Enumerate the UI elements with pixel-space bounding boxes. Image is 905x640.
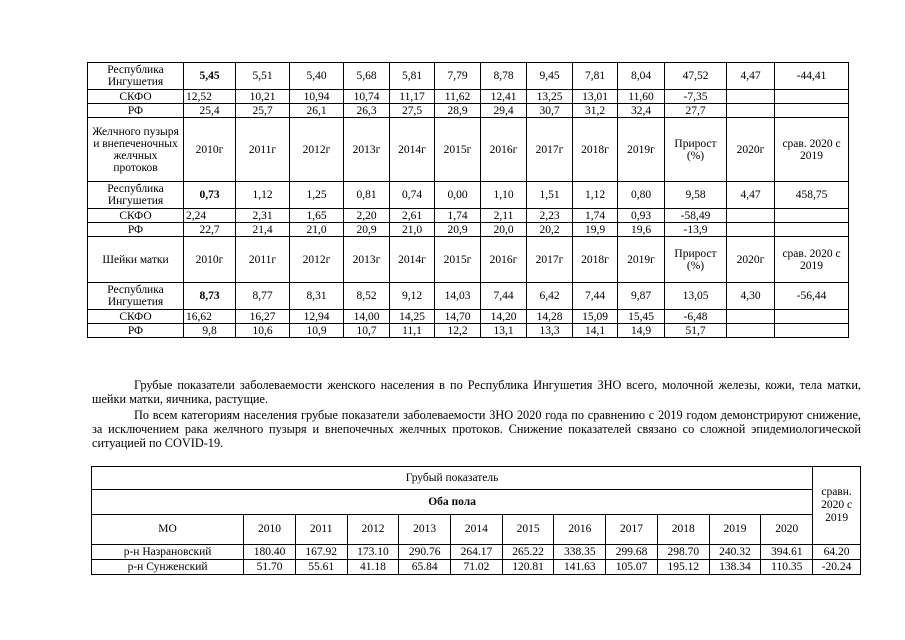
table-cell: 14,28: [527, 310, 573, 324]
column-header: 2016г: [481, 118, 527, 182]
table-cell: 13,25: [527, 90, 573, 104]
table-cell: [727, 310, 775, 324]
table-cell: 51.70: [244, 560, 296, 575]
table-cell: 2,24: [184, 209, 236, 223]
table-cell: 1,74: [435, 209, 481, 223]
column-header: срав. 2020 с 2019: [775, 237, 849, 283]
table-cell: 14,03: [435, 283, 481, 310]
table-cell: [775, 104, 849, 118]
table-cell: 2,11: [481, 209, 527, 223]
table-cell: 120.81: [502, 560, 554, 575]
year-header: 2020: [761, 515, 813, 545]
table-cell: 13,01: [573, 90, 618, 104]
table-cell: 1,10: [481, 182, 527, 209]
table-cell: 8,78: [481, 63, 527, 90]
compare-cell: 64.20: [813, 545, 861, 560]
table-cell: 290.76: [399, 545, 451, 560]
table-cell: 15,09: [573, 310, 618, 324]
column-header: 2013г: [344, 237, 390, 283]
table-cell: 11,1: [390, 324, 435, 338]
table-cell: 141.63: [554, 560, 606, 575]
table-cell: 21,0: [390, 223, 435, 237]
table-cell: 265.22: [502, 545, 554, 560]
table-cell: 29,4: [481, 104, 527, 118]
year-header: 2014: [451, 515, 503, 545]
table-cell: 7,79: [435, 63, 481, 90]
row-label: РФ: [88, 324, 184, 338]
table-row: [88, 90, 849, 104]
table-cell: 28,9: [435, 104, 481, 118]
table-cell: 10,94: [290, 90, 344, 104]
table-cell: 195.12: [657, 560, 709, 575]
column-header: 2012г: [290, 237, 344, 283]
section-header-row: [88, 237, 849, 283]
table-row: [88, 104, 849, 118]
paragraph-female-incidence: [92, 378, 861, 406]
table-cell: 110.35: [761, 560, 813, 575]
table-cell: 25,7: [236, 104, 290, 118]
table-cell: 16,62: [184, 310, 236, 324]
table-row: [92, 545, 861, 560]
table-cell: 1,51: [527, 182, 573, 209]
table-row: [88, 63, 849, 90]
table-row: [88, 283, 849, 310]
row-label: Республика Ингушетия: [88, 283, 184, 310]
column-header: 2020г: [727, 237, 775, 283]
table-cell: 8,31: [290, 283, 344, 310]
column-header: 2019г: [618, 237, 665, 283]
table-cell: 2,20: [344, 209, 390, 223]
table-cell: 173.10: [347, 545, 399, 560]
table-cell: [727, 324, 775, 338]
table-cell: [775, 90, 849, 104]
column-header: 2013г: [344, 118, 390, 182]
year-header: 2018: [657, 515, 709, 545]
table-subtitle: Оба пола: [92, 490, 813, 515]
table-cell: 10,21: [236, 90, 290, 104]
table-cell: 10,6: [236, 324, 290, 338]
year-header: 2012: [347, 515, 399, 545]
column-header: 2014г: [390, 237, 435, 283]
column-header: 2018г: [573, 237, 618, 283]
column-header: 2011г: [236, 237, 290, 283]
table-cell: 19,9: [573, 223, 618, 237]
compare-header: сравн. 2020 с 2019: [813, 467, 861, 545]
table-cell: 298.70: [657, 545, 709, 560]
row-label: СКФО: [88, 209, 184, 223]
table-cell: 9,12: [390, 283, 435, 310]
table-cell: 47,52: [665, 63, 727, 90]
table-cell: 4,47: [727, 63, 775, 90]
table-cell: 264.17: [451, 545, 503, 560]
table-cell: 8,04: [618, 63, 665, 90]
table-cell: 14,25: [390, 310, 435, 324]
table-cell: 7,81: [573, 63, 618, 90]
column-header: 2015г: [435, 118, 481, 182]
year-header: 2015: [502, 515, 554, 545]
table-cell: 4,47: [727, 182, 775, 209]
table-cell: 55.61: [295, 560, 347, 575]
incidence-table-by-site: [87, 62, 849, 338]
year-header: 2011: [295, 515, 347, 545]
table-title: Грубый показатель: [92, 467, 813, 490]
table-cell: 51,7: [665, 324, 727, 338]
year-header: 2017: [606, 515, 658, 545]
row-label: Республика Ингушетия: [88, 182, 184, 209]
table-cell: 458,75: [775, 182, 849, 209]
table-cell: 11,17: [390, 90, 435, 104]
row-label: СКФО: [88, 310, 184, 324]
column-header: 2017г: [527, 118, 573, 182]
table-cell: -56,44: [775, 283, 849, 310]
table-cell: 9,87: [618, 283, 665, 310]
year-header: 2010: [244, 515, 296, 545]
paragraph-text: По всем категориям населения грубые показатели заболеваемости ЗНО 2020 года по сравнению с 2019 годом демонстрируют снижение, за исключением рака желчного пузыря и внепочечных желчных протоков. Снижение показателей связано со сложной эпидемиологической ситуацией по COVID-19.: [92, 408, 861, 450]
column-header: 2014г: [390, 118, 435, 182]
table-cell: -44,41: [775, 63, 849, 90]
table-cell: 12,41: [481, 90, 527, 104]
table-cell: 13,1: [481, 324, 527, 338]
table-cell: 2,31: [236, 209, 290, 223]
table-cell: -7,35: [665, 90, 727, 104]
table-cell: 11,62: [435, 90, 481, 104]
column-header: Прирост (%): [665, 118, 727, 182]
row-label: Шейки матки: [88, 237, 184, 283]
table-row: [88, 324, 849, 338]
column-header: 2012г: [290, 118, 344, 182]
table-cell: 1,65: [290, 209, 344, 223]
table-cell: 0,74: [390, 182, 435, 209]
table-cell: 8,77: [236, 283, 290, 310]
table-cell: 32,4: [618, 104, 665, 118]
column-header: 2019г: [618, 118, 665, 182]
table-cell: 1,12: [573, 182, 618, 209]
table-cell: 5,51: [236, 63, 290, 90]
table-cell: 1,12: [236, 182, 290, 209]
compare-cell: -20.24: [813, 560, 861, 575]
table-cell: 4,30: [727, 283, 775, 310]
table-cell: 25,4: [184, 104, 236, 118]
table-row: [88, 209, 849, 223]
table-cell: 138.34: [709, 560, 761, 575]
table-cell: 71.02: [451, 560, 503, 575]
year-header: 2013: [399, 515, 451, 545]
table-cell: 1,25: [290, 182, 344, 209]
table-cell: 299.68: [606, 545, 658, 560]
table-cell: 20,9: [435, 223, 481, 237]
table-cell: 9,45: [527, 63, 573, 90]
table-cell: 30,7: [527, 104, 573, 118]
table-cell: 26,1: [290, 104, 344, 118]
table-cell: [775, 223, 849, 237]
mo-header: МО: [92, 515, 244, 545]
table-cell: -13,9: [665, 223, 727, 237]
table-cell: [727, 104, 775, 118]
table-cell: 10,7: [344, 324, 390, 338]
column-header: 2011г: [236, 118, 290, 182]
row-label: СКФО: [88, 90, 184, 104]
table-row: [88, 310, 849, 324]
table-cell: 7,44: [573, 283, 618, 310]
table-cell: 2,61: [390, 209, 435, 223]
table-cell: 22,7: [184, 223, 236, 237]
table-cell: -6,48: [665, 310, 727, 324]
table-cell: [727, 209, 775, 223]
table-cell: 5,81: [390, 63, 435, 90]
district-name: р-н Назрановский: [92, 545, 244, 560]
table-cell: 5,40: [290, 63, 344, 90]
table-cell: [775, 310, 849, 324]
table-cell: 14,70: [435, 310, 481, 324]
district-name: р-н Сунженский: [92, 560, 244, 575]
table-cell: 21,0: [290, 223, 344, 237]
table-cell: 13,05: [665, 283, 727, 310]
table-cell: 19,6: [618, 223, 665, 237]
table-cell: 180.40: [244, 545, 296, 560]
column-header: 2010г: [184, 118, 236, 182]
table-cell: 5,45: [184, 63, 236, 90]
table-cell: 14,1: [573, 324, 618, 338]
row-label: Желчного пузыря и внепеченочных желчных протоков: [88, 118, 184, 182]
column-header: 2018г: [573, 118, 618, 182]
table-row: [92, 560, 861, 575]
table-cell: 7,44: [481, 283, 527, 310]
table-cell: 27,7: [665, 104, 727, 118]
table-cell: 20,9: [344, 223, 390, 237]
table-cell: 14,20: [481, 310, 527, 324]
column-header: 2010г: [184, 237, 236, 283]
table-cell: 0,73: [184, 182, 236, 209]
row-label: Республика Ингушетия: [88, 63, 184, 90]
column-header: 2016г: [481, 237, 527, 283]
table-cell: 14,00: [344, 310, 390, 324]
table-cell: 31,2: [573, 104, 618, 118]
table-cell: 2,23: [527, 209, 573, 223]
table-cell: 16,27: [236, 310, 290, 324]
table-cell: 20,2: [527, 223, 573, 237]
table-cell: 240.32: [709, 545, 761, 560]
table-cell: 8,52: [344, 283, 390, 310]
district-rate-table: [91, 466, 861, 575]
row-label: РФ: [88, 223, 184, 237]
table-cell: 26,3: [344, 104, 390, 118]
table-cell: 12,52: [184, 90, 236, 104]
incidence-table-body: [88, 63, 849, 338]
table-cell: 21,4: [236, 223, 290, 237]
table-cell: 13,3: [527, 324, 573, 338]
table-cell: 0,81: [344, 182, 390, 209]
table-cell: [727, 223, 775, 237]
section-header-row: [88, 118, 849, 182]
table-cell: 0,00: [435, 182, 481, 209]
table-row: [88, 223, 849, 237]
column-header: срав. 2020 с 2019: [775, 118, 849, 182]
table-cell: 8,73: [184, 283, 236, 310]
table-cell: 167.92: [295, 545, 347, 560]
table-cell: 14,9: [618, 324, 665, 338]
table-cell: 105.07: [606, 560, 658, 575]
paragraph-text: Грубые показатели заболеваемости женского населения в по Республика Ингушетия ЗНО всего, молочной железы, кожи, тела матки, шейки матки, яичника, растущие.: [92, 378, 861, 406]
table-cell: 10,9: [290, 324, 344, 338]
column-header: Прирост (%): [665, 237, 727, 283]
table-cell: 0,93: [618, 209, 665, 223]
table-cell: 20,0: [481, 223, 527, 237]
table-cell: 10,74: [344, 90, 390, 104]
table-cell: 394.61: [761, 545, 813, 560]
table-cell: 11,60: [618, 90, 665, 104]
table-cell: 9,58: [665, 182, 727, 209]
year-header: 2016: [554, 515, 606, 545]
year-header: 2019: [709, 515, 761, 545]
paragraph-covid-decline: [92, 408, 861, 450]
table-cell: 0,80: [618, 182, 665, 209]
table-cell: 6,42: [527, 283, 573, 310]
table-cell: 12,2: [435, 324, 481, 338]
column-header: 2020г: [727, 118, 775, 182]
table-cell: 338.35: [554, 545, 606, 560]
table-cell: [775, 209, 849, 223]
table-cell: 1,74: [573, 209, 618, 223]
table-cell: 12,94: [290, 310, 344, 324]
table-row: [88, 182, 849, 209]
table-cell: [775, 324, 849, 338]
table-cell: -58,49: [665, 209, 727, 223]
column-header: 2017г: [527, 237, 573, 283]
table-cell: [727, 90, 775, 104]
table-cell: 65.84: [399, 560, 451, 575]
table-cell: 9,8: [184, 324, 236, 338]
table-cell: 5,68: [344, 63, 390, 90]
table-cell: 27,5: [390, 104, 435, 118]
table-cell: 15,45: [618, 310, 665, 324]
district-table-body: [92, 545, 861, 575]
table-cell: 41.18: [347, 560, 399, 575]
row-label: РФ: [88, 104, 184, 118]
column-header: 2015г: [435, 237, 481, 283]
